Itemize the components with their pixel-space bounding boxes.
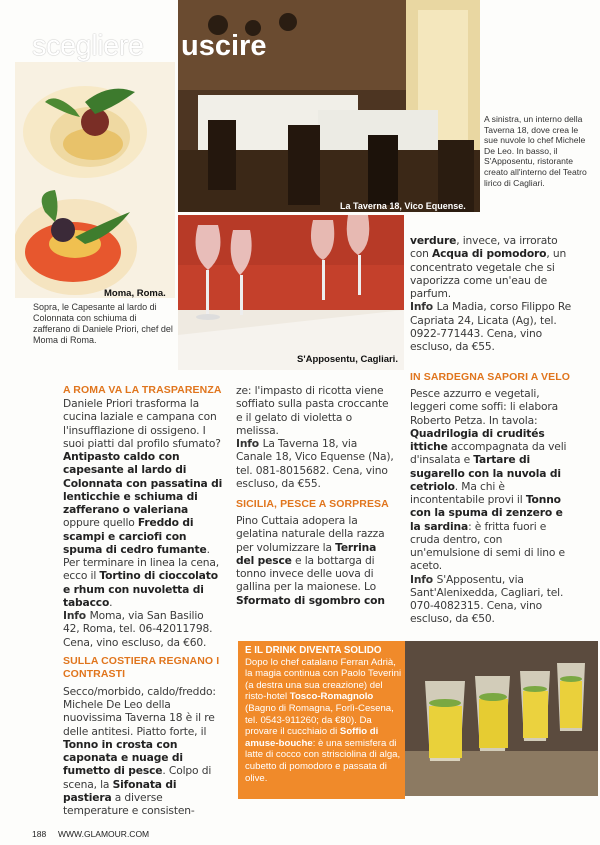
- c3-1g: : è fritta fuori e cruda dentro, con un'emulsione di semi di lino e aceto.: [410, 519, 565, 573]
- c1-2b: Tonno in crosta con caponata e nuage di fumetto di pesce: [63, 737, 183, 778]
- drink-text: [245, 645, 402, 784]
- drink-c: (Bagno di Romagna, Forlì-Cesena, tel. 0543-911260; da €80). Da provare il cucchiaio di: [245, 702, 394, 738]
- info-taverna-label: Info: [236, 437, 263, 450]
- c1-1d: Freddo di scampi e carciofi con spuma di cedro fumante: [63, 516, 207, 556]
- header-pre: scegliere: [32, 30, 144, 62]
- c1-2c: . Colpo di scena, la: [63, 764, 212, 791]
- caption-taverna-label: La Taverna 18, Vico Equense.: [340, 201, 466, 211]
- caption-apposentu-label: S'Apposentu, Cagliari.: [297, 354, 398, 365]
- apposentu-illustration: [178, 215, 404, 370]
- c1-2a: Secco/morbido, caldo/freddo: Michele De Leo della nuovissima Taverna 18 è il re delle antitesi. Piatto forte, il: [63, 684, 216, 738]
- info-moma-label: Info: [63, 609, 90, 622]
- c2-2b: Terrina del pesce: [236, 540, 377, 567]
- c1-2d: Sifonata di pastiera: [63, 777, 177, 804]
- drink-title: E IL DRINK DIVENTA SOLIDO: [245, 645, 382, 656]
- capesante-illustration: [15, 62, 175, 298]
- section-sardegna-title: IN SARDEGNA SAPORI A VELO: [410, 371, 571, 383]
- header-word: uscire: [181, 30, 267, 62]
- c1-1c: oppure quello: [63, 516, 138, 530]
- c2-2d: Sformato di sgombro con: [236, 593, 385, 607]
- c1-2e: a diverse temperature e consisten-: [63, 790, 195, 817]
- c2-2c: e la bottarga di tonno invece delle uova di gallina per la maionese. Lo: [236, 553, 377, 594]
- c3-1d: Tartare di sugarello con la nuvola di cetriolo: [410, 453, 561, 493]
- c3-1c: accompagnata da veli d'insalata e: [410, 440, 567, 467]
- column3-top: [410, 234, 575, 353]
- c3-1f: Tonno con la spuma di zenzero e la sardina: [410, 493, 563, 533]
- column2: [236, 384, 396, 607]
- info-apposentu-label: Info: [410, 572, 437, 586]
- c1-1f: Tortino di cioccolato e rhum con nuvoletta di tabacco: [63, 569, 218, 609]
- c3t-2: , invece, va irrorato con: [410, 234, 558, 261]
- c3-1a: Pesce azzurro e vegetali, leggeri come soffi: li elabora Roberto Petza. In tavola:: [410, 387, 559, 427]
- c2-1: ze: l'impasto di ricotta viene soffiato sulla pasta croccante e il gelato di violetta o melissa.: [236, 384, 389, 437]
- drink-a: Dopo lo chef catalano Ferran Adrià, la magia continua con Paolo Teverini (a destra una sua creazione) del risto-hotel: [245, 656, 402, 703]
- drink-b: Tosco-Romagnolo: [289, 691, 374, 703]
- info-madia-label: Info: [410, 300, 437, 314]
- drink-d: Soffio di amuse-bouche: [245, 726, 379, 749]
- c3-1e: . Ma chi è incontentabile provi il: [410, 479, 526, 506]
- c1-1e: . Per terminare in linea la cena, ecco il: [63, 542, 220, 583]
- info-apposentu: S'Apposentu, via Sant'Alenixedda, Cagliari, tel. 070-4082315. Cena, vino escluso, da €50.: [410, 572, 564, 626]
- c3t-1: verdure: [410, 234, 457, 247]
- page-number: 188: [32, 829, 47, 839]
- c3-1b: Quadrilogia di crudités ittiche: [410, 426, 545, 453]
- caption-moma-label: Moma, Roma.: [104, 288, 166, 299]
- section-roma-title: A ROMA VA LA TRASPARENZA: [63, 384, 222, 396]
- info-madia: La Madia, corso Filippo Re Capriata 24, Licata (Ag), tel. 0922-771443. Cena, vino escluso, da €55.: [410, 300, 572, 353]
- c1-1g: .: [109, 595, 113, 609]
- drink-glasses-illustration: [405, 641, 598, 796]
- section-sicilia-title: SICILIA, PESCE A SORPRESA: [236, 498, 389, 510]
- drink-e: : è una semisfera di latte di cocco con strisciolina di alga, cubetto di pomodoro e passata di olive.: [245, 737, 401, 784]
- c3t-3: Acqua di pomodoro: [432, 247, 547, 261]
- caption-moma-text: Sopra, le Capesante al lardo di Colonnata con schiuma di zafferano di Daniele Priori, chef del Moma di Roma.: [33, 302, 173, 345]
- c1-1a: Daniele Priori trasforma la cucina laziale e campana con l'insufflazione di ossigeno. I suoi piatti dal profilo sfumato?: [63, 397, 221, 450]
- column3: [410, 371, 570, 626]
- c3t-4: , un concentrato vegetale che si vaporizza come un'eau de parfum.: [410, 247, 567, 300]
- photo-apposentu: [178, 215, 404, 370]
- info-moma: Moma, via San Basilio 42, Roma, tel. 06-42011798. Cena, vino escluso, da €60.: [63, 609, 213, 649]
- column1: [63, 384, 223, 817]
- photo-capesante: [15, 62, 175, 298]
- c1-1b: Antipasto caldo con capesante al lardo di Colonnata con passatina di lenticchie e schiuma di zafferano o valeriana: [63, 450, 223, 516]
- section-costiera-title: SULLA COSTIERA REGNANO I CONTRASTI: [63, 654, 220, 680]
- caption-side: A sinistra, un interno della Taverna 18, dove crea le sue nuvole lo chef Michele De Leo. In basso, il S'Apposentu, ristorante creato all'interno del Teatro lirico di Cagliari.: [484, 114, 587, 188]
- photo-drink: [405, 641, 598, 796]
- c2-2a: Pino Cuttaia adopera la gelatina naturale della razza per volumizzare la: [236, 514, 385, 554]
- footer: [32, 829, 149, 839]
- footer-site: WWW.GLAMOUR.COM: [58, 829, 150, 839]
- info-taverna: La Taverna 18, via Canale 18, Vico Equense (Na), tel. 081-8015682. Cena, vino escluso, da €55.: [236, 437, 394, 490]
